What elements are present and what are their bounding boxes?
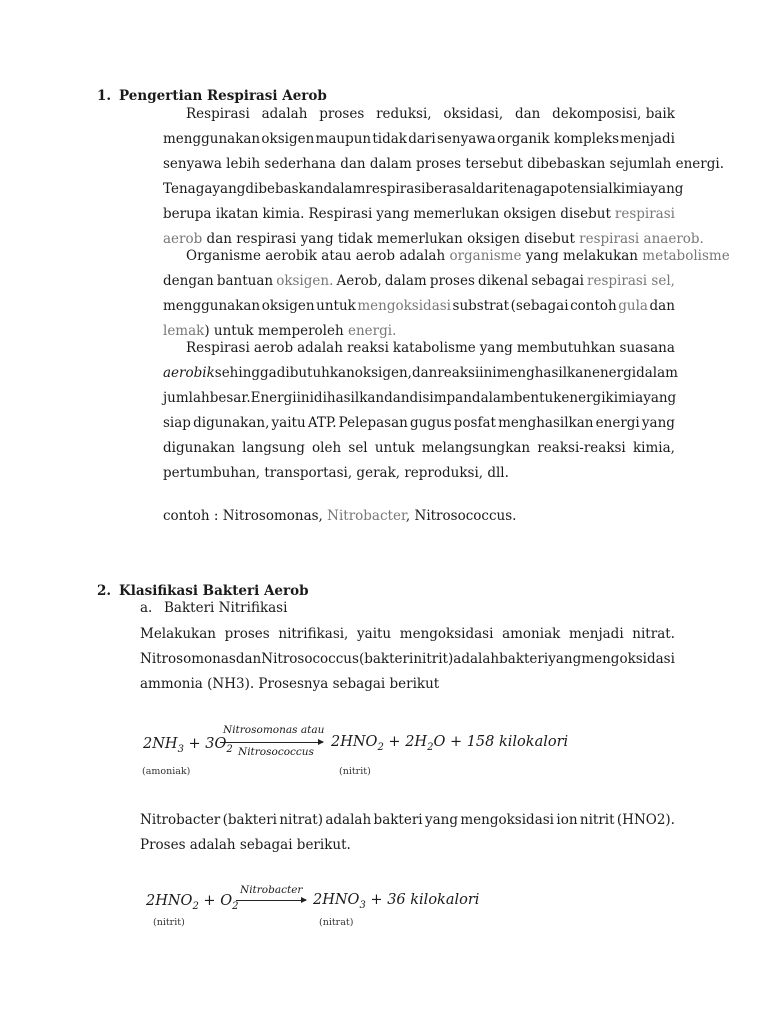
- text-word: yang: [376, 206, 410, 222]
- text-word: ini: [296, 390, 314, 406]
- text-word: adalah: [453, 651, 500, 667]
- link-respirasi: respirasi: [614, 206, 675, 222]
- text-word: energi: [561, 390, 606, 406]
- text-word: Respirasi: [186, 106, 250, 122]
- text-word: respirasi: [365, 181, 426, 197]
- eq1-right: $2HNO_2 + 2H_2O + 158$ kilokalori: [331, 734, 569, 753]
- text-word: tidak: [372, 131, 407, 147]
- s2-p2-line1: [140, 812, 675, 828]
- text-word: dalam: [323, 181, 366, 197]
- eq2-label-left: (nitrit): [153, 917, 185, 928]
- text-word: menggunakan: [163, 298, 261, 314]
- text-word: dan: [384, 390, 410, 406]
- text-word: nitrat): [279, 812, 323, 828]
- text-word: yang: [424, 812, 458, 828]
- s1-p3-line6: pertumbuhan, transportasi, gerak, reproduksi, dll.: [163, 465, 509, 481]
- eq1-label-left: (amoniak): [142, 766, 191, 777]
- text-word: gugus: [409, 415, 452, 431]
- text-word: Pelepasan: [338, 415, 408, 431]
- text-word: melangsungkan: [421, 440, 531, 456]
- text-word: dikenal: [478, 273, 529, 289]
- link-respirasi-anaerob: respirasi anaerob.: [579, 231, 704, 247]
- s1-p2-line3: [163, 298, 675, 314]
- s1-p1-line1: [186, 106, 675, 122]
- s1-example: [163, 508, 516, 524]
- section-2-number: 2.: [97, 583, 112, 599]
- text-word: langsung: [242, 440, 305, 456]
- text-word: digunakan,: [193, 415, 270, 431]
- text-word: kimia: [605, 390, 644, 406]
- text-word: nitrat.: [632, 626, 675, 642]
- text-word: Energi: [250, 390, 297, 406]
- text-word: untuk: [374, 440, 415, 456]
- text-word: dalam: [384, 273, 427, 289]
- text-word: dari: [408, 131, 436, 147]
- text-word: bentuk: [513, 390, 562, 406]
- text-word: nitrit: [579, 812, 615, 828]
- text-word: menjadi: [620, 131, 675, 147]
- eq2-arrow: [236, 900, 306, 901]
- text-word: (HNO2).: [616, 812, 675, 828]
- s1-p2-line2: [163, 273, 675, 289]
- text-word: oleh: [312, 440, 342, 456]
- text-word: contoh: [570, 298, 617, 314]
- text-word: yang: [641, 415, 675, 431]
- text-word: aerob: [253, 340, 294, 356]
- text-word: dibebaskan: [245, 181, 324, 197]
- text-word: dibutuhkan: [276, 365, 355, 381]
- text-word: posfat: [453, 415, 496, 431]
- text-word: Nitrosococcus: [261, 651, 359, 667]
- text-word: oksigen: [503, 206, 557, 222]
- link-oksigen: oksigen.: [276, 273, 334, 289]
- s2-p1-line1: [140, 626, 675, 642]
- text-word: katabolisme: [392, 340, 476, 356]
- text-word: yang: [548, 651, 582, 667]
- text-word: dan: [411, 365, 438, 381]
- text-word: dihasilkan: [313, 390, 385, 406]
- text-word: potensial: [550, 181, 613, 197]
- text-word: maupun: [315, 131, 372, 147]
- text-word: yang melakukan: [521, 248, 643, 264]
- link-nitrobacter: Nitrobacter: [327, 508, 406, 524]
- text-word: Nitrosomonas: [140, 651, 236, 667]
- section-2-heading: [97, 583, 309, 599]
- text-word: untuk: [316, 298, 356, 314]
- text-word: nitrit): [413, 651, 454, 667]
- link-gula: gula: [618, 298, 648, 314]
- eq2-right: $2HNO_3 + 36$ kilokalori: [313, 892, 480, 911]
- text-word: mengoksidasi: [581, 651, 675, 667]
- link-mengoksidasi: mengoksidasi: [357, 298, 451, 314]
- section-2-title: Klasifikasi Bakteri Aerob: [119, 583, 309, 599]
- s2-subheading: [140, 600, 287, 616]
- text-word: kimia.: [262, 206, 305, 222]
- text-word: mengoksidasi: [399, 626, 494, 642]
- text-word: memerlukan: [413, 206, 500, 222]
- text-word: membutuhkan: [516, 340, 616, 356]
- text-word: aerobik: [163, 365, 215, 381]
- text-word: adalah: [261, 106, 308, 122]
- text-word: ion: [556, 812, 578, 828]
- s1-p2-line1: [186, 248, 730, 264]
- s1-p1-line6: [163, 231, 704, 247]
- text-word: yaitu: [357, 626, 392, 642]
- text-word: siap: [163, 415, 191, 431]
- text-word: bakteri: [373, 812, 423, 828]
- text-word: Melakukan: [140, 626, 216, 642]
- text-word: ATP.: [307, 415, 337, 431]
- text-word: kimia,: [632, 440, 675, 456]
- eq1-left: $2NH_3 + 3O_2$: [143, 736, 233, 755]
- text-word: dalam: [636, 365, 678, 381]
- text-word: oksigen: [261, 298, 315, 314]
- text-word: Respirasi: [186, 340, 250, 356]
- text-word: dalam: [471, 390, 514, 406]
- text-word: organik kompleks: [497, 131, 620, 147]
- text-word: suasana: [619, 340, 675, 356]
- text-word: dan: [235, 651, 262, 667]
- link-aerob: aerob: [163, 231, 203, 247]
- text-word: proses: [319, 106, 365, 122]
- text-word: ini: [479, 365, 497, 381]
- text-word: energi: [591, 365, 637, 381]
- text-word: energi: [595, 415, 640, 431]
- text-word: yang: [479, 340, 513, 356]
- eq1-below-arrow: Nitrosococcus: [238, 746, 314, 758]
- text-word: proses: [224, 626, 270, 642]
- s1-p1-line5: [163, 206, 675, 222]
- eq1-above-arrow: Nitrosomonas atau: [223, 724, 325, 736]
- text-word: bakteri: [499, 651, 549, 667]
- text-word: amoniak: [502, 626, 561, 642]
- link-lemak: lemak: [163, 323, 205, 339]
- text-word: sehingga: [214, 365, 277, 381]
- text-word: dan: [649, 298, 675, 314]
- s2-p1-line3: ammonia (NH3). Prosesnya sebagai berikut: [140, 676, 440, 692]
- s1-p3-line2: [163, 365, 678, 381]
- text-word: yang: [650, 181, 684, 197]
- text-word: (bakteri: [222, 812, 277, 828]
- text-word: oksigen,: [354, 365, 412, 381]
- eq2-above-arrow: Nitrobacter: [240, 884, 303, 896]
- s1-p3-line3: [163, 390, 675, 406]
- text-word: oksigen: [261, 131, 315, 147]
- text-word: reduksi,: [376, 106, 432, 122]
- text-word: yang: [643, 390, 677, 406]
- text-word: contoh : Nitrosomonas,: [163, 508, 328, 524]
- s1-p1-line4: [163, 181, 684, 197]
- text-word: menghasilkan: [496, 365, 592, 381]
- text-word: adalah: [297, 340, 343, 356]
- text-word: Nitrobacter: [140, 812, 221, 828]
- s2-p1-line2: [140, 651, 675, 667]
- link-organisme: organisme: [449, 248, 522, 264]
- text-word: dan respirasi yang tidak memerlukan oksigen disebut: [202, 231, 580, 247]
- text-word: berasal: [425, 181, 476, 197]
- text-word: menjadi: [568, 626, 624, 642]
- s1-p3-line1: [186, 340, 675, 356]
- eq2-label-right: (nitrat): [319, 917, 354, 928]
- text-word: bantuan: [216, 273, 274, 289]
- text-word: Organisme aerobik atau aerob adalah: [186, 248, 450, 264]
- text-word: dekomposisi, baik: [552, 106, 675, 122]
- text-word: berupa ikatan: [163, 206, 259, 222]
- text-word: (bakteri: [358, 651, 414, 667]
- text-word: oksidasi,: [443, 106, 504, 122]
- text-word: Aerob,: [336, 273, 382, 289]
- text-word: disimpan: [409, 390, 472, 406]
- text-word: Tenaga: [163, 181, 213, 197]
- s1-p2-line4: [163, 323, 396, 339]
- text-word: , Nitrosococcus.: [405, 508, 517, 524]
- text-word: dengan: [163, 273, 214, 289]
- text-word: (sebagai: [510, 298, 569, 314]
- link-energi: energi.: [347, 323, 397, 339]
- text-word: sel: [348, 440, 368, 456]
- text-word: dari: [475, 181, 504, 197]
- text-word: digunakan: [163, 440, 235, 456]
- text-word: dan: [514, 106, 541, 122]
- link-respirasi-sel: respirasi sel,: [587, 273, 675, 289]
- text-word: sebagai: [531, 273, 584, 289]
- section-1-number: 1.: [97, 88, 112, 104]
- eq2-left: $2HNO_2 + O_2$: [146, 893, 239, 912]
- text-word: reaksi: [346, 340, 389, 356]
- text-word: kimia: [612, 181, 651, 197]
- text-word: nitrifikasi,: [278, 626, 349, 642]
- text-word: menghasilkan: [498, 415, 594, 431]
- text-word: Bakteri Nitrifikasi: [164, 600, 288, 616]
- s1-p3-line4: [163, 415, 675, 431]
- text-word: reaksi: [437, 365, 480, 381]
- text-word: disebut: [560, 206, 611, 222]
- eq1-arrow: [220, 742, 323, 743]
- s1-p3-line5: [163, 440, 675, 456]
- text-word: jumlah: [163, 390, 210, 406]
- s1-p1-line2: [163, 131, 675, 147]
- eq1-label-right: (nitrit): [339, 766, 371, 777]
- text-word: tenaga: [503, 181, 551, 197]
- section-1-title: Pengertian Respirasi Aerob: [119, 88, 327, 104]
- text-word: senyawa: [436, 131, 496, 147]
- text-word: yaitu: [271, 415, 306, 431]
- text-word: adalah: [325, 812, 372, 828]
- text-word: reaksi-reaksi: [537, 440, 626, 456]
- s1-p1-line3: senyawa lebih sederhana dan dalam proses tersebut dibebaskan sejumlah energi.: [163, 156, 724, 172]
- text-word: proses: [429, 273, 475, 289]
- text-word: substrat: [452, 298, 510, 314]
- text-word: a.: [140, 600, 153, 616]
- text-word: besar.: [209, 390, 251, 406]
- section-1-heading: [97, 88, 327, 104]
- text-word: yang: [212, 181, 246, 197]
- s2-p2-line2: Proses adalah sebagai berikut.: [140, 837, 351, 853]
- text-word: menggunakan: [163, 131, 261, 147]
- text-word: Respirasi: [308, 206, 373, 222]
- text-word: mengoksidasi: [460, 812, 554, 828]
- text-word: ) untuk memperoleh: [204, 323, 348, 339]
- link-metabolisme: metabolisme: [642, 248, 730, 264]
